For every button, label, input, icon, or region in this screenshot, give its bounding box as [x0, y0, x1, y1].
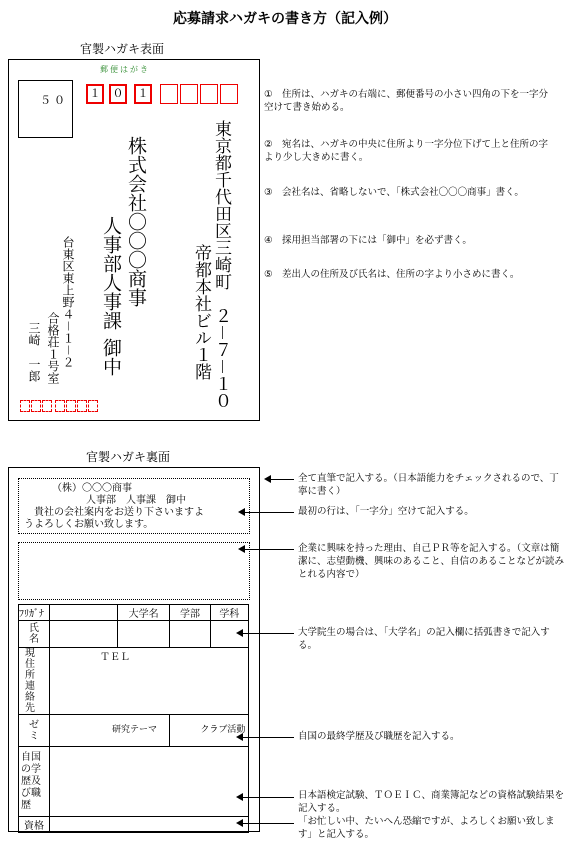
- sender-postal-box: [20, 400, 30, 412]
- postal-code-digit: １: [86, 84, 104, 104]
- postal-code-box: [180, 84, 198, 104]
- salutation-company: （株）〇〇〇商事: [52, 483, 132, 494]
- postal-code-digit: １: [134, 84, 152, 104]
- label-furigana: ﾌﾘｶﾞﾅ: [19, 605, 50, 621]
- front-note-5: ⑤ 差出人の住所及び氏名は、住所の字より小さめに書く。: [264, 269, 520, 280]
- recipient-address: 東京都千代田区三崎町 ２－７－１０: [211, 120, 231, 409]
- recipient-company: 株式会社〇〇〇商事: [125, 136, 147, 307]
- request-line-2: うよろしくお願い致します。: [24, 519, 154, 530]
- pr-box: [18, 542, 250, 600]
- applicant-form: [18, 604, 249, 833]
- back-note-7: 「お忙しい中、たいへん恐縮ですが、よろしくお願い致します」と記入する。: [298, 816, 555, 840]
- sender-postal-box: [88, 400, 98, 412]
- page-title: 応募請求ハガキの書き方（記入例）: [173, 11, 397, 27]
- arrow-line: [270, 479, 294, 480]
- label-address: 現住所連絡先: [19, 648, 50, 715]
- front-note-1: ① 住所は、ハガキの右端に、郵便番号の小さい四角の下を一字分空けて書き始める。: [264, 89, 549, 113]
- postal-code-box: [160, 84, 178, 104]
- sender-postal-box: [31, 400, 41, 412]
- postal-code-box: [200, 84, 218, 104]
- arrow-line: [244, 512, 294, 513]
- sender-postal-box: [55, 400, 65, 412]
- sender-postal-box: [42, 400, 52, 412]
- recipient-onchu: 御中: [100, 338, 122, 376]
- label-seminar: ゼミ: [19, 715, 50, 747]
- recipient-department: 人事部人事課: [100, 216, 122, 330]
- stamp-box: [18, 80, 73, 138]
- arrow-line: [242, 797, 294, 798]
- label-faculty: 学部: [170, 605, 210, 621]
- label-tel: ＴＥＬ: [50, 648, 249, 715]
- arrow-line: [242, 633, 294, 634]
- front-caption: 官製ハガキ表面: [80, 42, 165, 56]
- label-name: 氏名: [19, 621, 50, 648]
- sender-postal-box: [77, 400, 87, 412]
- back-note-2: 最初の行は、「一字分」空けて記入する。: [298, 506, 474, 517]
- postal-code-box: [220, 84, 238, 104]
- back-note-4: 大学院生の場合は、「大学名」の記入欄に括弧書きで記入する。: [298, 627, 550, 651]
- arrow-line: [242, 737, 294, 738]
- back-note-6: 日本語検定試験、ＴＯＥＩＣ、商業簿記などの資格試験結果を記入する。: [298, 790, 565, 814]
- stamp-value: ５０: [40, 94, 68, 107]
- label-research: 研究テーマ: [50, 715, 170, 747]
- salutation-department: 人事部 人事課 御中: [86, 495, 186, 506]
- back-note-1: 全て直筆で記入する。（日本語能力をチェックされるので、丁寧に書く）: [298, 473, 559, 497]
- recipient-building: 帝都本社ビル１階: [191, 244, 211, 380]
- label-qualification: 資格: [19, 817, 50, 833]
- label-club: クラブ活動: [170, 715, 249, 747]
- front-note-4: ④ 採用担当部署の下には「御中」を必ず書く。: [264, 235, 472, 246]
- back-note-3: 企業に興味を持った理由、自己ＰＲ等を記入する。（文章は簡潔に、志望動機、興味のあること、自信のあることなどが読みとれる内容で）: [298, 543, 565, 580]
- sender-postal-box: [66, 400, 76, 412]
- label-department: 学科: [210, 605, 248, 621]
- label-history: 自国の学歴及び職歴: [19, 747, 50, 817]
- arrow-line: [242, 823, 294, 824]
- sender-address: 台東区東上野４－１－２: [61, 236, 75, 369]
- front-note-3: ③ 会社名は、省略しないで、「株式会社〇〇〇商事」書く。: [264, 187, 524, 198]
- back-note-5: 自国の最終学歴及び職歴を記入する。: [298, 731, 460, 742]
- sender-building: 合格荘１号室: [46, 312, 60, 384]
- request-line-1: 貴社の会社案内をお送り下さいますよ: [34, 507, 204, 518]
- postal-mark: 郵便はがき: [100, 65, 150, 74]
- sender-name: 三崎 一郎: [27, 322, 41, 382]
- front-note-2: ② 宛名は、ハガキの中央に住所より一字分位下げて上と住所の字より少し大きめに書く。: [264, 139, 549, 163]
- back-caption: 官製ハガキ裏面: [86, 450, 171, 464]
- arrow-line: [244, 549, 294, 550]
- label-university: 大学名: [117, 605, 169, 621]
- postal-code-digit: ０: [109, 84, 127, 104]
